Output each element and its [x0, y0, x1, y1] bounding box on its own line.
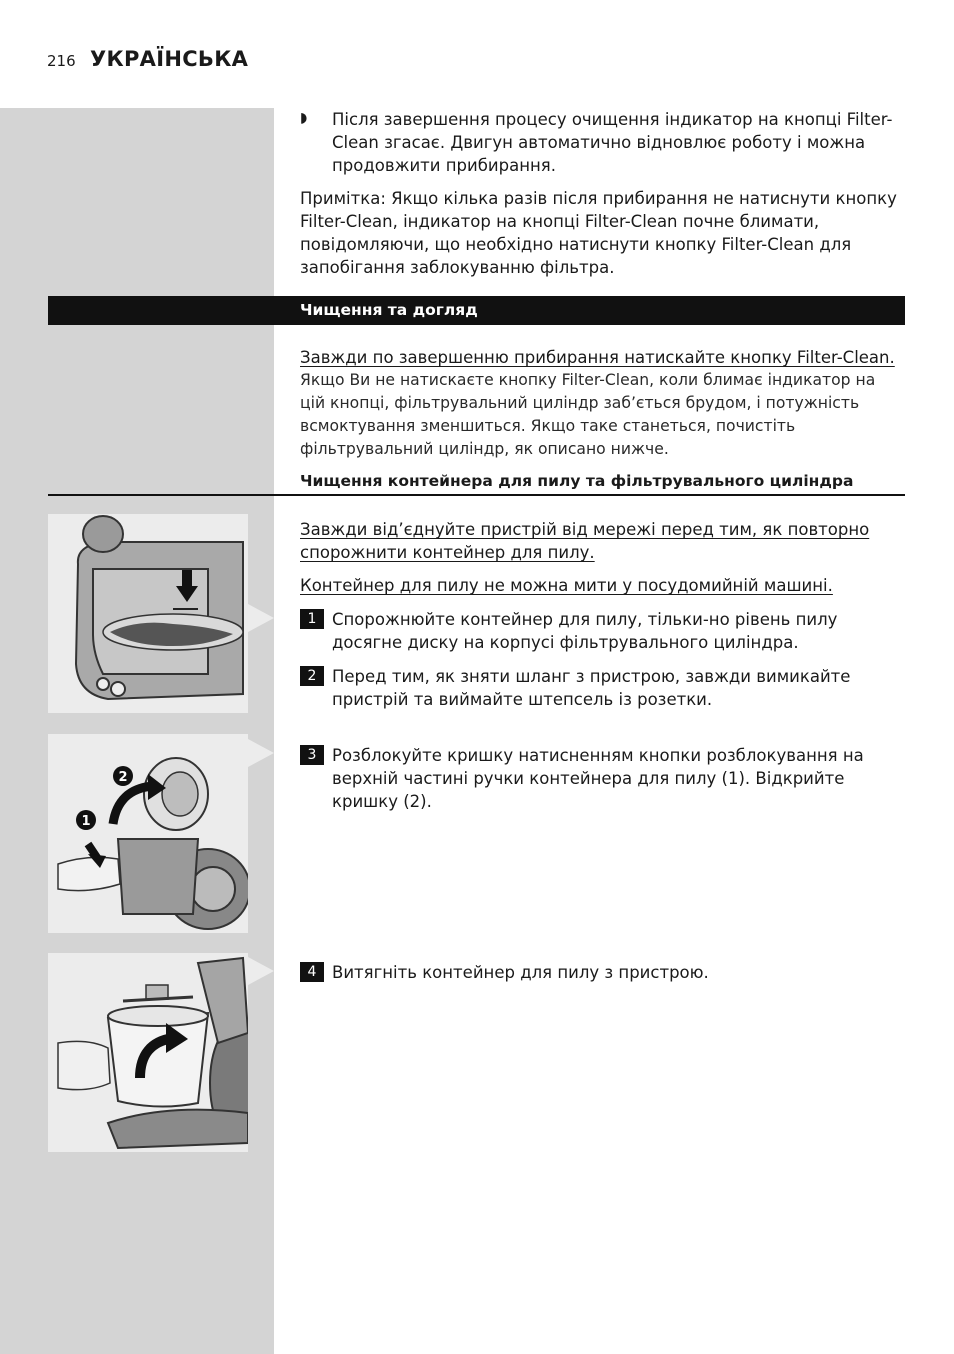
- intro-bullet-text: Після завершення процесу очищення індикатор на кнопці Filter-Clean згасає. Двигун автоматично відновлює роботу і можна продовжити прибирання.: [332, 110, 893, 175]
- left-margin-band: [0, 108, 274, 1354]
- intro-note: Примітка: Якщо кілька разів після прибирання не натиснути кнопку Filter-Clean, індикатор на кнопці Filter-Clean почне блимати, повідомляючи, що необхідно натиснути кнопку Filter-Clean для запобігання заблокуванню фільтра.: [300, 189, 897, 277]
- figure-pointer: [248, 957, 274, 985]
- step-number: 2: [300, 666, 324, 686]
- step-text: Витягніть контейнер для пилу з пристрою.: [332, 963, 709, 982]
- step-text: Розблокуйте кришку натисненням кнопки розблокування на верхній частині ручки контейнера для пилу (1). Відкрийте кришку (2).: [332, 746, 864, 811]
- page-number: 216: [47, 52, 76, 70]
- step-text: Перед тим, як зняти шланг з пристрою, завжди вимикайте пристрій та виймайте штепсель із розетки.: [332, 667, 851, 709]
- callout-1: 1: [81, 814, 91, 829]
- care-warning: Завжди по завершенню прибирання натискайте кнопку Filter-Clean.: [300, 348, 895, 367]
- figure-pointer: [248, 739, 274, 767]
- section-title: Чищення та догляд: [300, 301, 478, 319]
- warning-disconnect: Завжди від’єднуйте пристрій від мережі перед тим, як повторно спорожнити контейнер для пилу.: [300, 520, 870, 562]
- care-explanation: Якщо Ви не натискаєте кнопку Filter-Clean, коли блимає індикатор на цій кнопці, фільтрувальний циліндр заб’ється брудом, і потужність всмоктування зменшиться. Якщо таке станеться, почистіть фільтрувальний циліндр, як описано нижче.: [300, 371, 876, 458]
- subsection-title: Чищення контейнера для пилу та фільтрувального циліндра: [300, 472, 854, 490]
- illustration-open-lid: [48, 734, 248, 933]
- section-rule: [48, 494, 905, 496]
- step-number: 4: [300, 962, 324, 982]
- warning-dishwasher: Контейнер для пилу не можна мити у посудомийній машині.: [300, 576, 833, 595]
- illustration-remove-container: [48, 953, 248, 1152]
- step-number: 1: [300, 609, 324, 629]
- bullet-triangle-icon: ◗: [300, 110, 308, 126]
- callout-2: 2: [118, 770, 128, 785]
- figure-pointer: [248, 604, 274, 632]
- step-text: Спорожнюйте контейнер для пилу, тільки-но рівень пилу досягне диску на корпусі фільтрувального циліндра.: [332, 610, 838, 652]
- illustration-dust-level: [48, 514, 248, 713]
- language-heading: УКРАЇНСЬКА: [90, 47, 249, 71]
- step-number: 3: [300, 745, 324, 765]
